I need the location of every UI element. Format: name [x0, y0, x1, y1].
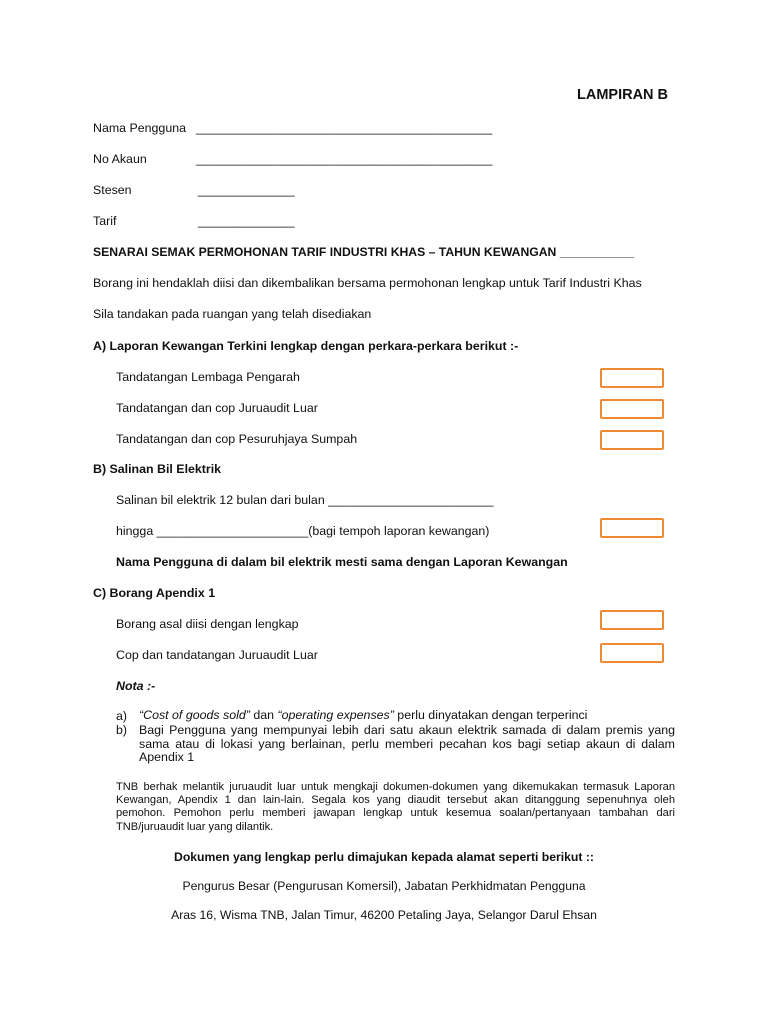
note-b-text: Bagi Pengguna yang mempunyai lebih dari satu akaun elektrik samada di dalam premis yang sama atau di lokasi yang berlainan, perlu memberi pecahan kos bagi setiap akaun di dalam Apendix 1	[139, 723, 675, 764]
checkbox-external-auditor[interactable]	[600, 399, 664, 419]
section-a-heading: A) Laporan Kewangan Terkini lengkap dengan perkara-perkara berikut :-	[93, 339, 519, 353]
checkbox-board-signature[interactable]	[600, 368, 664, 388]
checklist-heading: SENARAI SEMAK PERMOHONAN TARIF INDUSTRI KHAS – TAHUN KEWANGAN ___________	[93, 245, 635, 259]
station-label: Stesen	[93, 183, 132, 197]
page-title: LAMPIRAN B	[577, 87, 669, 103]
note-a-connector: dan	[249, 708, 278, 722]
section-c-item-auditor-stamp: Cop dan tandatangan Juruaudit Luar	[116, 648, 318, 662]
account-number-label: No Akaun	[93, 152, 147, 166]
address-line-2: Aras 16, Wisma TNB, Jalan Timur, 46200 Petaling Jaya, Selangor Darul Ehsan	[171, 908, 597, 922]
address-line-1: Pengurus Besar (Pengurusan Komersil), Jabatan Perkhidmatan Pengguna	[182, 879, 586, 893]
section-b-bill-until-field[interactable]: hingga ______________________(bagi tempoh laporan kewangan)	[116, 524, 490, 538]
section-b-note: Nama Pengguna di dalam bil elektrik mesti sama dengan Laporan Kewangan	[116, 555, 568, 569]
section-a-item-board-signature: Tandatangan Lembaga Pengarah	[116, 370, 300, 384]
user-name-label: Nama Pengguna	[93, 121, 186, 135]
section-b-heading: B) Salinan Bil Elektrik	[93, 462, 222, 476]
note-a-marker: a)	[116, 709, 128, 723]
tariff-label: Tarif	[93, 214, 117, 228]
disclaimer-text: TNB berhak melantik juruaudit luar untuk mengkaji dokumen-dokumen yang dikemukakan termasuk Laporan Kewangan, Apendix 1 dan lain-lain. Segala kos yang diaudit tersebut akan ditanggung sepenuhnya oleh pemohon. Pemohon perlu memberi jawapan lengkap untuk kesemua soalan/pertanyaan tambahan dari TNB/juruaudit luar yang dilantik.	[116, 781, 675, 833]
section-a-item-external-auditor: Tandatangan dan cop Juruaudit Luar	[116, 401, 318, 415]
tariff-field[interactable]: ______________	[198, 214, 295, 228]
checkbox-commissioner-oaths[interactable]	[600, 430, 664, 450]
note-a-cogs-term: “Cost of goods sold”	[139, 708, 250, 722]
instruction-mark-text: Sila tandakan pada ruangan yang telah disediakan	[93, 307, 372, 321]
section-c-heading: C) Borang Apendix 1	[93, 586, 216, 600]
user-name-field[interactable]: ___________________________________________	[196, 121, 493, 135]
note-a-rest: perlu dinyatakan dengan terperinci	[393, 708, 588, 722]
account-number-field[interactable]: ___________________________________________	[196, 152, 493, 166]
note-b-marker: b)	[116, 723, 128, 737]
instruction-text: Borang ini hendaklah diisi dan dikembalikan bersama permohonan lengkap untuk Tarif Industri Khas	[93, 276, 642, 290]
note-a-opex-term: “operating expenses”	[277, 708, 394, 722]
address-heading: Dokumen yang lengkap perlu dimajukan kepada alamat seperti berikut ::	[174, 850, 594, 864]
checkbox-original-form[interactable]	[600, 610, 664, 630]
note-a-text	[139, 709, 587, 723]
section-b-bill-from-field[interactable]: Salinan bil elektrik 12 bulan dari bulan ________________________	[116, 493, 494, 507]
checkbox-auditor-stamp[interactable]	[600, 643, 664, 663]
checkbox-electric-bill[interactable]	[600, 518, 664, 538]
station-field[interactable]: ______________	[198, 183, 295, 197]
notes-heading: Nota :-	[116, 679, 156, 693]
section-a-item-commissioner-oaths: Tandatangan dan cop Pesuruhjaya Sumpah	[116, 432, 358, 446]
section-c-item-original-form: Borang asal diisi dengan lengkap	[116, 617, 299, 631]
